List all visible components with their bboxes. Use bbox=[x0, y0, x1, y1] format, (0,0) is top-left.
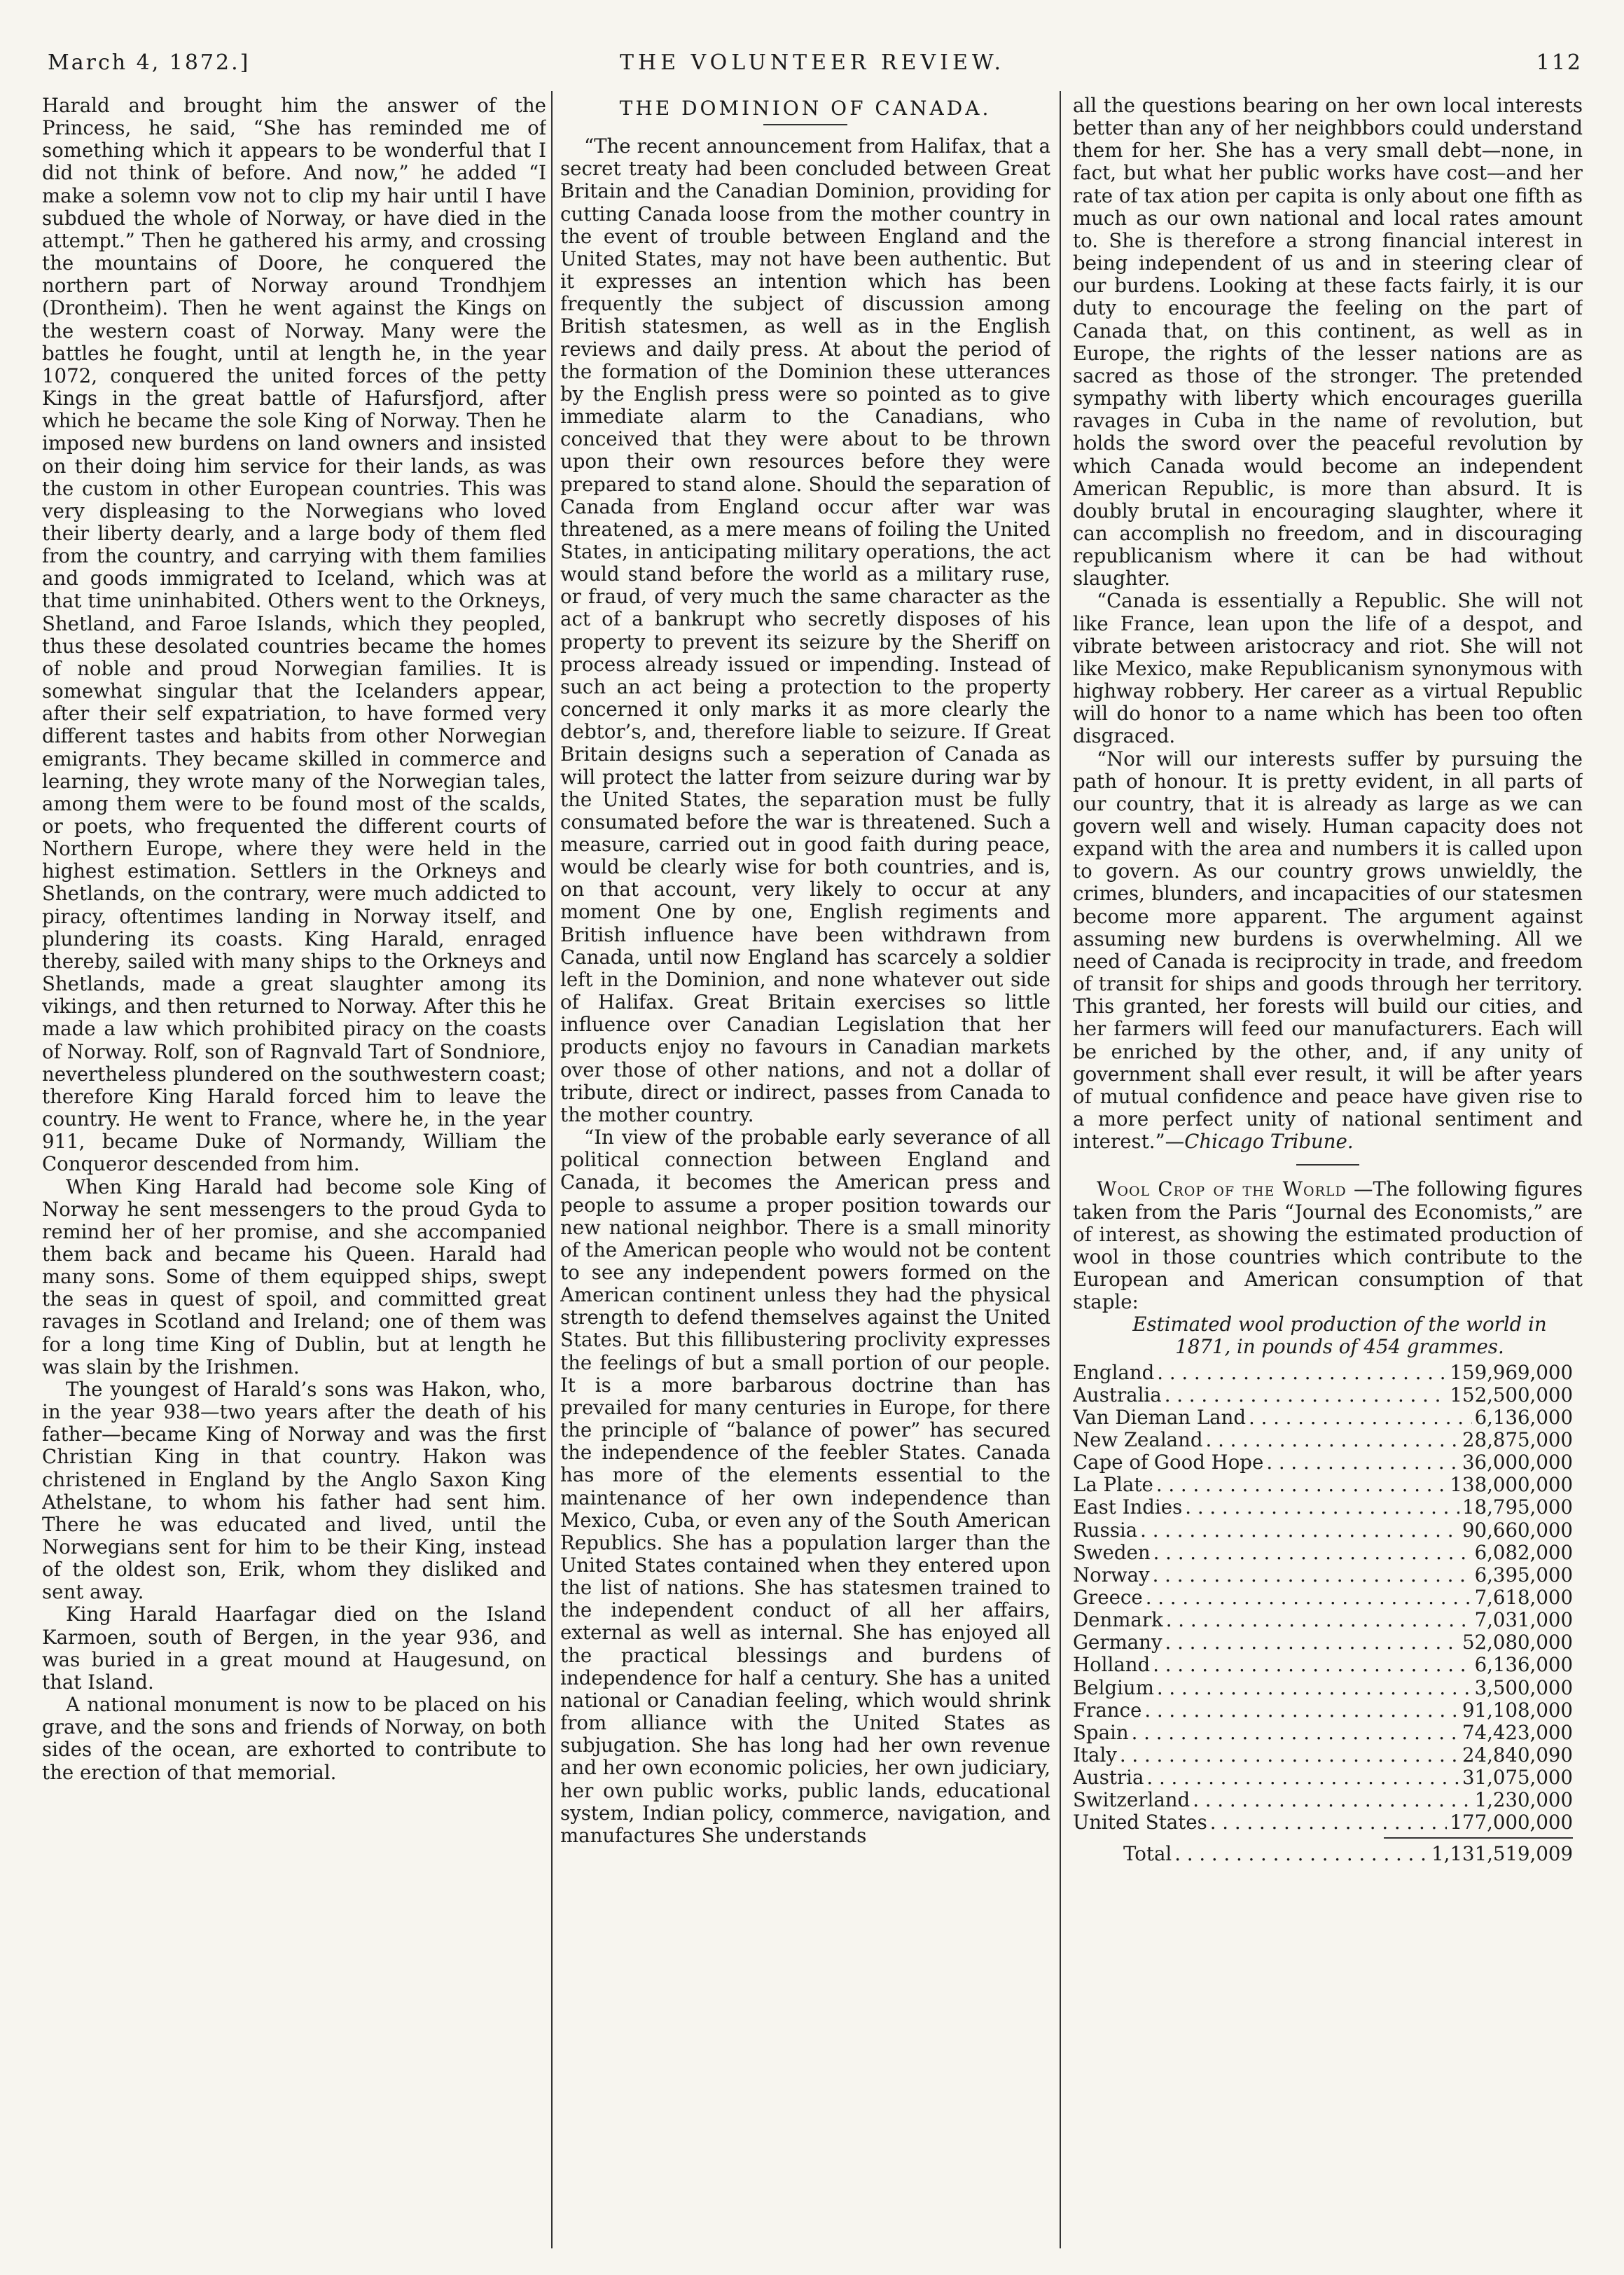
wool-value: 177,000,000 bbox=[1450, 1811, 1573, 1834]
leader-dots bbox=[1210, 1811, 1448, 1834]
country-name: Cape of Good Hope bbox=[1073, 1451, 1264, 1474]
wool-value: 28,875,000 bbox=[1462, 1428, 1573, 1452]
issue-date: March 4, 1872.] bbox=[48, 50, 251, 75]
wool-intro-text: —The following figures taken from the Paris “Journal des Economists,” are of interest, as showing the estimated production of wool in those countries which contribute to the European and American consumption of that staple: bbox=[1073, 1177, 1583, 1314]
leader-dots bbox=[1140, 1519, 1459, 1542]
leader-dots bbox=[1157, 1362, 1447, 1384]
leader-dots bbox=[1165, 1631, 1459, 1654]
wool-lead: Wool Crop of the World bbox=[1097, 1177, 1347, 1201]
table-row bbox=[1073, 1789, 1583, 1811]
table-row bbox=[1073, 1384, 1583, 1406]
table-row bbox=[1073, 1609, 1583, 1631]
country-name: England bbox=[1073, 1360, 1155, 1384]
table-row bbox=[1073, 1631, 1583, 1654]
running-header bbox=[42, 50, 1583, 78]
wool-value: 91,108,000 bbox=[1462, 1698, 1573, 1722]
wool-value: 7,618,000 bbox=[1474, 1586, 1573, 1609]
wool-value: 152,500,000 bbox=[1450, 1383, 1573, 1406]
leader-dots bbox=[1120, 1744, 1459, 1766]
country-name: Van Dieman Land bbox=[1073, 1405, 1247, 1429]
country-name: France bbox=[1073, 1698, 1142, 1722]
article-paragraph: When King Harald had become sole King of Norway he sent messengers to the proud Gyda to remind her of her promise, and she accompanied them back and became his Queen. Harald had many sons. Some of them equipped ships, swept the seas in quest of spoil, and committed great ravages in Scotland and Ireland; one of them was for a long time King of Dublin, but at length he was slain by the Irishmen. bbox=[42, 1175, 546, 1378]
country-name: Spain bbox=[1073, 1720, 1129, 1744]
country-name: Italy bbox=[1073, 1743, 1117, 1766]
leader-dots bbox=[1166, 1609, 1472, 1631]
article-paragraph: “Canada is essentially a Republic. She will not like France, lean upon the life of a despot, and vibrate between aristocracy and riot. She will not like Mexico, make Republicanism synonymous with highway robbery. Her career as a virtual Republic will do honor to a name which has been too often disgraced. bbox=[1073, 589, 1583, 748]
country-name: Belgium bbox=[1073, 1675, 1154, 1699]
wool-production-table bbox=[1073, 1362, 1583, 1834]
article-paragraph: “The recent announcement from Halifax, that a secret treaty had been concluded between Great Britain and the Canadian Dominion, providing for cutting Canada loose from the mother country in the event of trouble between England and the United States, may not have been authentic. But it expresses an intention which has been frequently the subject of discussion among British statesmen, as well as in the English reviews and daily press. At about the period of the formation of the Dominion these utterances by the English press were so pointed as to give immediate alarm to the Canadians, who conceived that they were about to be thrown upon their own resources before they were prepared to stand alone. Should the separation of Canada from England occur after war was threatened, as a mere means of foiling the United States, in anticipating military operations, the act would stand before the world as a military ruse, or fraud, of very much the same character as the act of a bankrupt who secretly disposes of his property to prevent its seizure by the Sheriff on process already issued or impending. Instead of such an act being a protection to the property concerned it only marks it as more clearly the debtor’s, and, therefore liable to seizure. If Great Britain designs such a seperation of Canada as will protect the latter from seizure during war by the United States, the separation must be fully consumated before the war is threatened. Such a measure, carried out in good faith during peace, would be clearly wise for both countries, and is, on that account, very likely to occur at any moment One by one, English regiments and British influence have been withdrawn from Canada, until now England has scarcely a soldier left in the Dominion, and none whatever out side of Halifax. Great Britain exercises so little influence over Canadian Legislation that her products enjoy no favours in Canadian markets over those of other nations, and not a dollar of tribute, direct or indirect, passes from Canada to the mother country. bbox=[560, 134, 1050, 1126]
country-name: Austria bbox=[1073, 1766, 1144, 1790]
leader-dots bbox=[1144, 1699, 1459, 1722]
leader-dots bbox=[1249, 1406, 1472, 1429]
country-name: La Plate bbox=[1073, 1473, 1153, 1497]
table-row bbox=[1073, 1406, 1583, 1429]
table-row bbox=[1073, 1586, 1583, 1609]
country-name: Norway bbox=[1073, 1563, 1150, 1586]
wool-value: 18,795,000 bbox=[1462, 1495, 1573, 1519]
article-paragraph: Harald and brought him the answer of the Princess, he said, “She has reminded me of something which it appears to be wonderful that I did not think of before. And now,” he added “I make a solemn vow not to clip my hair until I have subdued the whole of Norway, or have died in the attempt.” Then he gathered his army, and crossing the mountains of Doore, he conquered the northern part of Norway around Trondhjem (Drontheim). Then he went against the Kings on the western coast of Norway. Many were the battles he fought, until at length he, in the year 1072, conquered the united forces of the petty Kings in the great battle of Hafursfjord, after which he became the sole King of Norway. Then he imposed new burdens on land owners and insisted on their doing him service for their lands, as was the custom in other European countries. This was very displeasing to the Norwegians who loved their liberty dearly, and a large body of them fled from the country, and carrying with them families and goods immigrated to Iceland, which was at that time uninhabited. Others went to the Orkneys, Shetland, and Faroe Islands, which they peopled, thus these desolated countries became the homes of noble and proud Norwegian families. It is somewhat singular that the Icelanders appear, after their self expatriation, to have formed very different tastes and habits from other Norwegian emigrants. They became skilled in commerce and learning, they wrote many of the Norwegian tales, among them were to be found most of the scalds, or poets, who frequented the different courts of Northern Europe, where they were held in the highest estimation. Settlers in the Orkneys and Shetlands, on the contrary, were much addicted to piracy, oftentimes landing in Norway itself, and plundering its coasts. King Harald, enraged thereby, sailed with many ships to the Orkneys and Shetlands, made a great slaughter among its vikings, and then returned to Norway. After this he made a law which prohibited piracy on the coasts of Norway. Rolf, son of Ragnvald Tart of Sondniore, nevertheless plundered on the southwestern coast; therefore King Harald forced him to leave the country. He went to France, where he, in the year 911, became Duke of Normandy, William the Conqueror descended from him. bbox=[42, 95, 546, 1176]
leader-dots bbox=[1174, 1843, 1429, 1865]
country-name: Switzerland bbox=[1073, 1788, 1191, 1812]
article-text: “Nor will our interests suffer by pursuing the path of honour. It is pretty evident, in all parts of our country, that it is already as large as we can govern well and wisely. Human capacity does not expand with the area and numbers it is called upon to govern. As our country grows unwieldly, the crimes, blunders, and incapacities of our statesmen become more apparent. The argument against assuming new burdens is overwhelming. All we need of Canada is reciprocity in trade, and freedom of transit for ships and goods through her territory. This granted, her forests will build our cities, and her farmers will feed our manufacturers. Each will be enriched by the other, and, if any unity of government shall ever result, it will be after years of mutual confidence and peace have given rise to a more perfect unity of national sentiment and interest.”— bbox=[1073, 747, 1583, 1154]
table-row bbox=[1073, 1451, 1583, 1474]
table-row bbox=[1073, 1699, 1583, 1722]
publication-title: THE VOLUNTEER REVIEW. bbox=[619, 50, 1006, 75]
wool-value: 1,230,000 bbox=[1474, 1788, 1573, 1812]
leader-dots bbox=[1266, 1451, 1459, 1474]
column-2 bbox=[560, 95, 1050, 2252]
table-row bbox=[1073, 1542, 1583, 1564]
table-row bbox=[1073, 1654, 1583, 1676]
leader-dots bbox=[1146, 1766, 1459, 1789]
wool-value: 3,500,000 bbox=[1474, 1675, 1573, 1699]
country-name: Germany bbox=[1073, 1631, 1163, 1654]
leader-dots bbox=[1165, 1384, 1448, 1406]
total-value: 1,131,519,009 bbox=[1431, 1841, 1573, 1865]
wool-value: 90,660,000 bbox=[1462, 1518, 1573, 1542]
table-row bbox=[1073, 1677, 1583, 1699]
total-label: Total bbox=[1123, 1841, 1172, 1865]
article-paragraph: A national monument is now to be placed on his grave, and the sons and friends of Norway, on both sides of the ocean, are exhorted to contribute to the erection of that memorial. bbox=[42, 1693, 546, 1784]
column-3 bbox=[1073, 95, 1583, 2252]
table-row bbox=[1073, 1429, 1583, 1451]
article-source: Chicago Tribune. bbox=[1184, 1130, 1354, 1154]
table-row bbox=[1073, 1474, 1583, 1496]
section-divider bbox=[1296, 1164, 1359, 1166]
table-row bbox=[1073, 1722, 1583, 1744]
leader-dots bbox=[1193, 1789, 1471, 1811]
table-caption: Estimated wool production of the world in bbox=[1132, 1313, 1547, 1336]
leader-dots bbox=[1206, 1429, 1459, 1451]
article-paragraph bbox=[1073, 748, 1583, 1154]
country-name: Russia bbox=[1073, 1518, 1138, 1542]
wool-value: 159,969,000 bbox=[1450, 1360, 1573, 1384]
wool-value: 7,031,000 bbox=[1474, 1608, 1573, 1632]
wool-value: 24,840,090 bbox=[1462, 1743, 1573, 1766]
leader-dots bbox=[1132, 1722, 1459, 1744]
country-name: Sweden bbox=[1073, 1540, 1151, 1564]
leader-dots bbox=[1153, 1654, 1471, 1676]
country-name: Greece bbox=[1073, 1586, 1143, 1609]
article-heading: THE DOMINION OF CANADA. bbox=[619, 97, 992, 120]
article-paragraph: “In view of the probable early severance of all political connection between England and Canada, it becomes the American press and people to assume a proper position towards our new national neighbor. There is a small minority of the American people who would not be content to see any independent powers formed on the American continent unless they had the physical strength to defend themselves against the United States. But this fillibustering proclivity expresses the feelings of but a small portion of our people. It is a more barbarous doctrine than has prevailed for many centuries in Europe, for there the principle of “balance of power” has secured the independence of the feebler States. Canada has more of the elements essential to the maintenance of her own independence than Mexico, Cuba, or even any of the South American Republics. She has a population larger than the United States contained when they entered upon the list of nations. She has statesmen trained to the independent conduct of all her affairs, external as well as internal. She has enjoyed all the practical blessings and burdens of independence for half a century. She has a united national or Canadian feeling, which would shrink from alliance with the United States as subjugation. She has long had her own revenue and her own economic policies, her own judiciary, her own public works, public lands, educational system, Indian policy, commerce, navigation, and manufactures She understands bbox=[560, 1126, 1050, 1847]
country-name: Denmark bbox=[1073, 1608, 1163, 1632]
country-name: Australia bbox=[1073, 1383, 1162, 1406]
wool-value: 6,082,000 bbox=[1474, 1540, 1573, 1564]
column-rule bbox=[551, 91, 553, 2248]
leader-dots bbox=[1153, 1564, 1472, 1586]
table-total-row bbox=[1073, 1843, 1583, 1865]
table-row bbox=[1073, 1766, 1583, 1789]
table-row bbox=[1073, 1519, 1583, 1542]
table-caption: 1871, in pounds of 454 grammes. bbox=[1175, 1335, 1504, 1359]
leader-dots bbox=[1146, 1586, 1472, 1609]
table-row bbox=[1073, 1362, 1583, 1384]
table-row bbox=[1073, 1811, 1583, 1834]
table-row bbox=[1073, 1496, 1583, 1519]
leader-dots bbox=[1185, 1496, 1459, 1519]
wool-value: 52,080,000 bbox=[1462, 1631, 1573, 1654]
total-rule bbox=[1384, 1837, 1573, 1839]
wool-value: 6,136,000 bbox=[1474, 1405, 1573, 1429]
wool-value: 74,423,000 bbox=[1462, 1720, 1573, 1744]
country-name: New Zealand bbox=[1073, 1428, 1203, 1452]
wool-value: 6,136,000 bbox=[1474, 1653, 1573, 1677]
leader-dots bbox=[1156, 1474, 1448, 1496]
leader-dots bbox=[1153, 1542, 1472, 1564]
table-row bbox=[1073, 1744, 1583, 1766]
wool-value: 36,000,000 bbox=[1462, 1451, 1573, 1474]
article-paragraph: The youngest of Harald’s sons was Hakon, who, in the year 938—two years after the death of his father—became King of Norway and was the first Christian King in that country. Hakon was christened in England by the Anglo Saxon King Athelstane, to whom his father had sent him. There he was educated and lived, until the Norwegians sent for him to be their King, instead of the oldest son, Erik, whom they disliked and sent away. bbox=[42, 1377, 546, 1604]
column-rule bbox=[1060, 91, 1061, 2248]
country-name: East Indies bbox=[1073, 1495, 1183, 1519]
wool-value: 138,000,000 bbox=[1450, 1473, 1573, 1497]
country-name: United States bbox=[1073, 1811, 1207, 1834]
column-1 bbox=[42, 95, 546, 2252]
article-paragraph: all the questions bearing on her own local interests better than any of her neighbbors could understand them for her. She has a very small debt—none, in fact, but what her public works have cost—and her rate of tax ation per capita is only about one fifth as much as our own national and local rates amount to. She is therefore a strong financial interest in being independent of us and in steering clear of our burdens. Looking at these facts fairly, it is our duty to encourage the feeling on the part of Canada that, on this continent, as well as in Europe, the rights of the lesser nations are as sacred as those of the stronger. The pretended sympathy with liberty which encourages guerilla ravages in Cuba in the name of revolution, but holds the sword over the peaceful revolution by which Canada would become an independent American Republic, is more than absurd. It is doubly brutal in encouraging slaughter, where it can accomplish no freedom, and in discouraging republicanism where it can be had without slaughter. bbox=[1073, 95, 1583, 590]
heading-rule bbox=[763, 124, 847, 125]
leader-dots bbox=[1157, 1677, 1472, 1699]
wool-intro bbox=[1073, 1178, 1583, 1313]
article-paragraph: King Harald Haarfagar died on the Island Karmoen, south of Bergen, in the year 936, and was buried in a great mound at Haugesund, on that Island. bbox=[42, 1603, 546, 1694]
wool-value: 6,395,000 bbox=[1474, 1563, 1573, 1586]
page-number: 112 bbox=[1536, 50, 1583, 75]
table-row bbox=[1073, 1564, 1583, 1586]
country-name: Holland bbox=[1073, 1653, 1151, 1677]
wool-value: 31,075,000 bbox=[1462, 1766, 1573, 1790]
